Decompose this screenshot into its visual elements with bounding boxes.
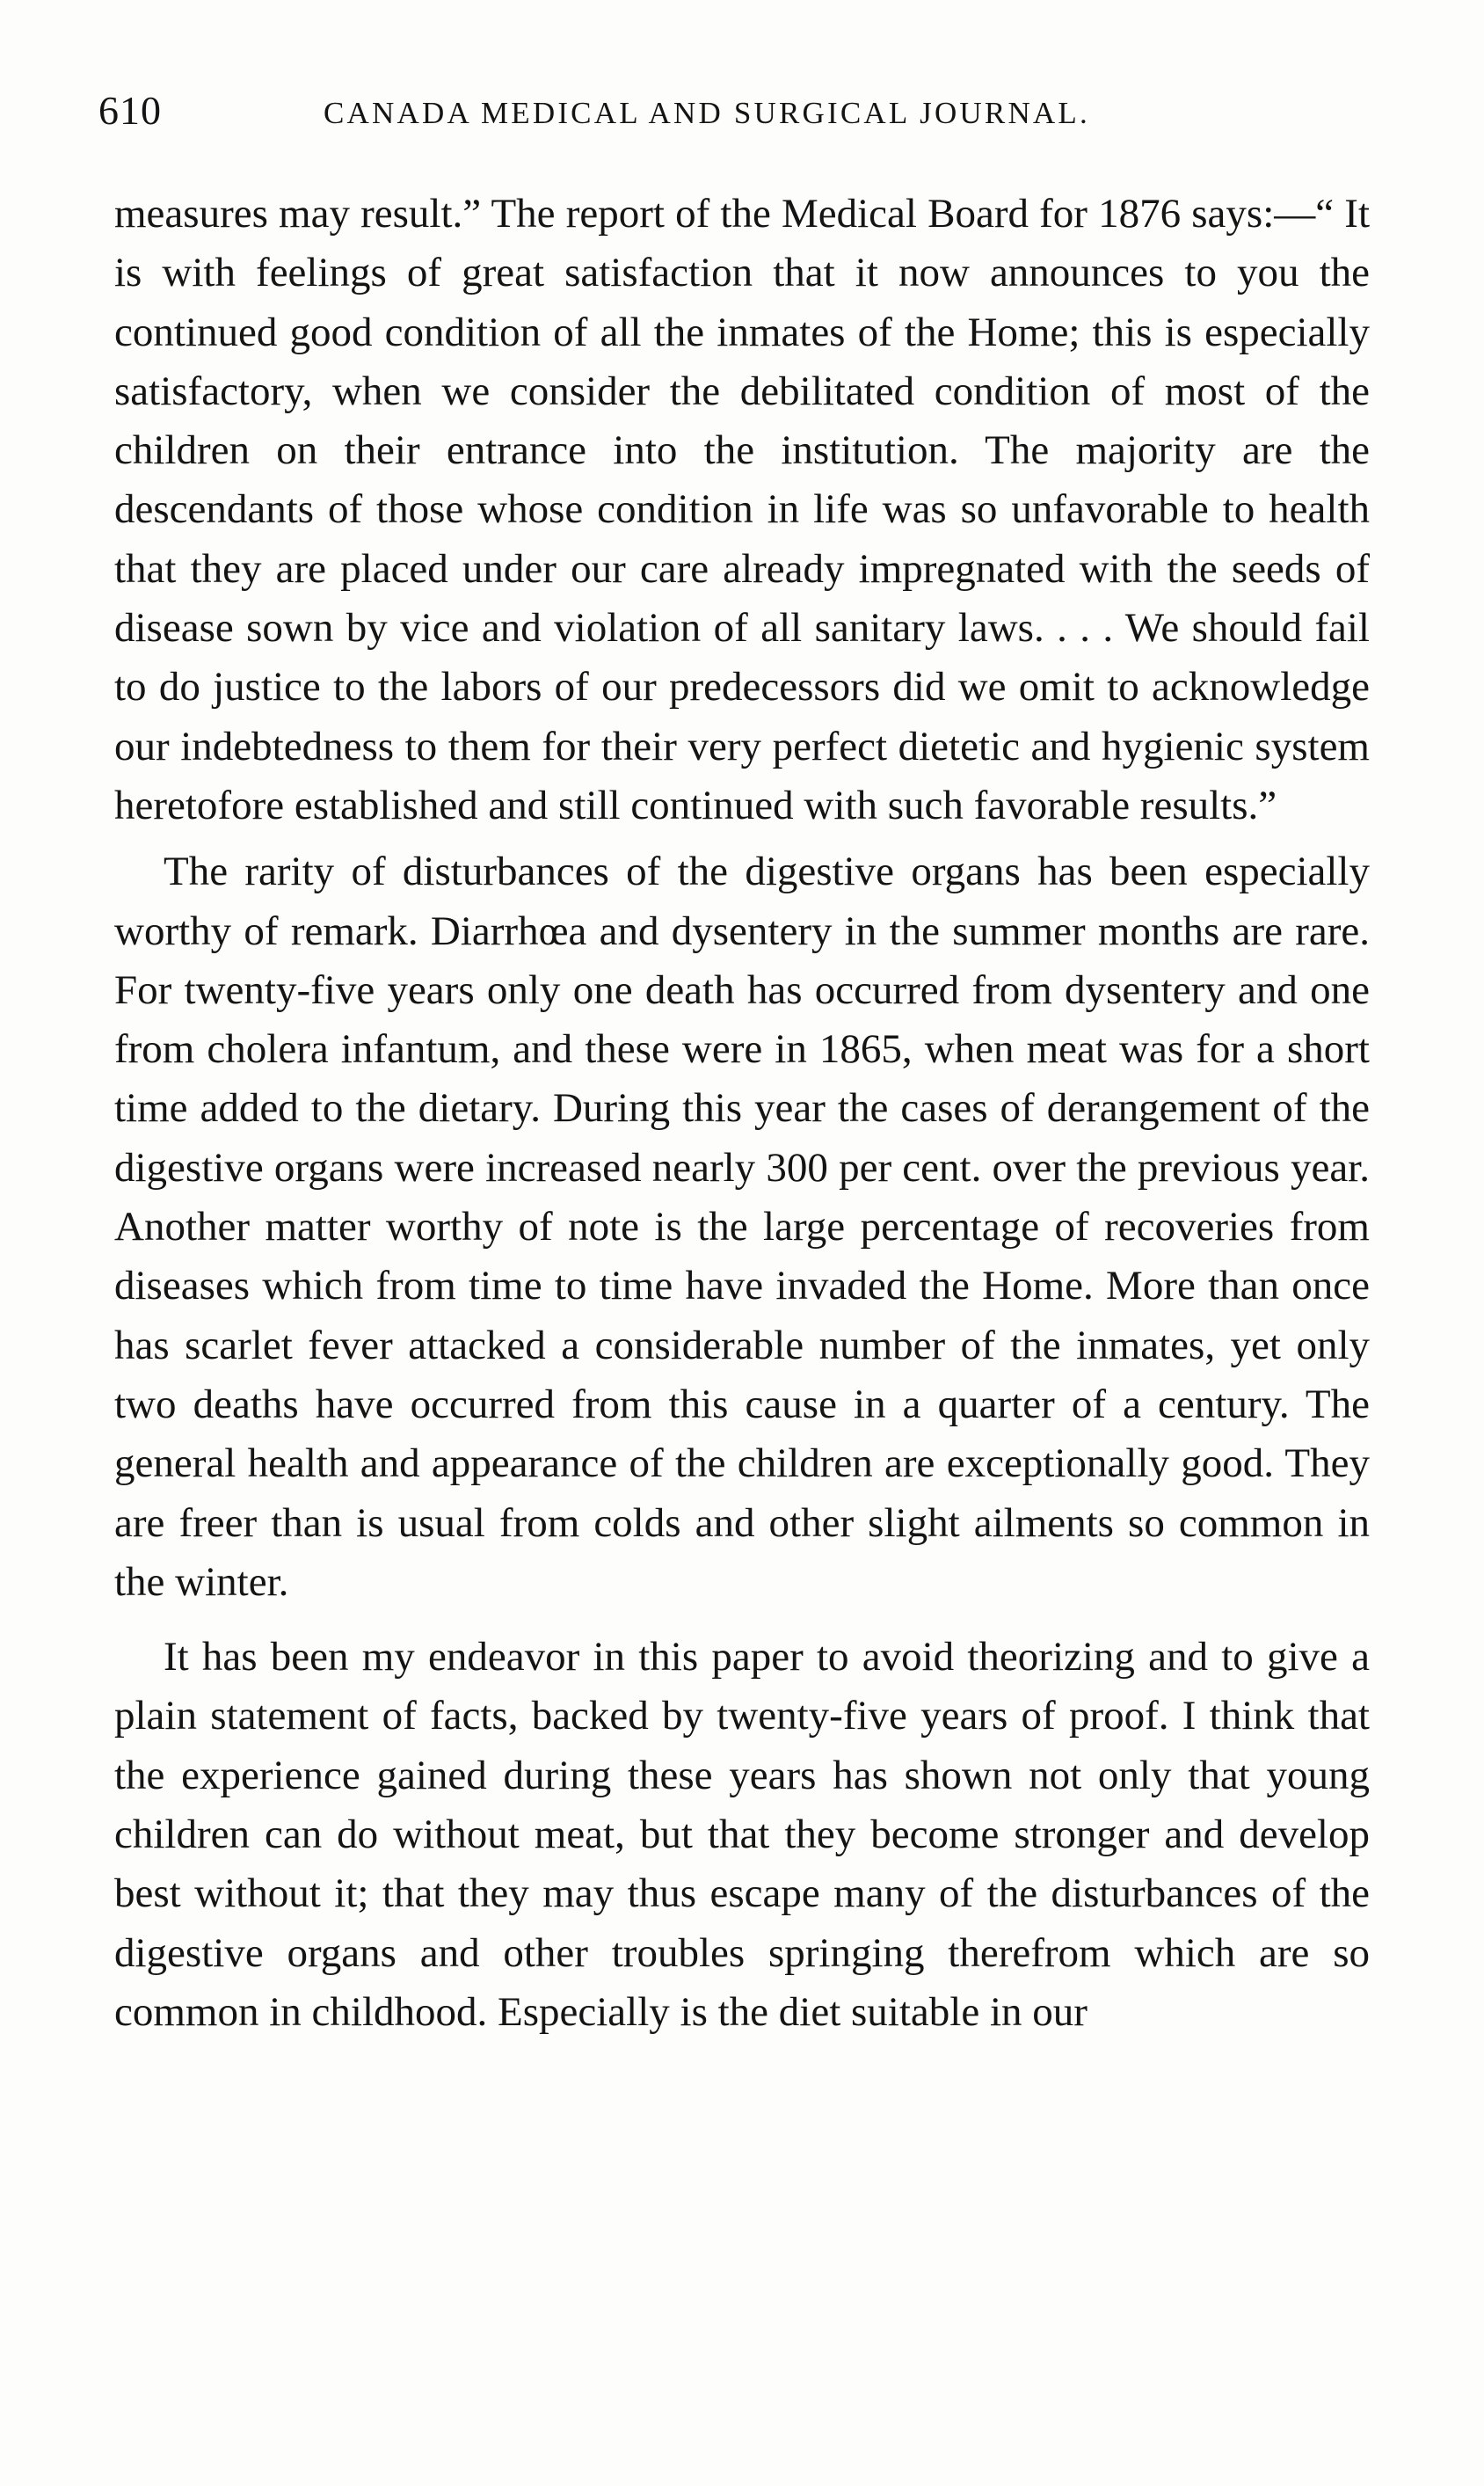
running-head bbox=[98, 84, 1371, 146]
page-number: 610 bbox=[98, 88, 162, 133]
paragraph-conclusion: It has been my endeavor in this paper to avoid theorizing and to give a plain statement of facts, backed by twenty-five years of proof. I think that the experience gained during these years has shown not only that young children can do without meat, but that they become stronger and develop best without it; that they may thus escape many of the disturbances of the digestive organs and other troubles springing therefrom which are so common in childhood. Especially is the diet suitable in our bbox=[114, 1634, 1370, 2035]
paragraph-digestive-disturbances: The rarity of disturbances of the digestive organs has been especially worthy of remark. Diarrhœa and dysentery in the summer months are rare. For twenty-five years only one death has occurred from dysentery and one from cholera infantum, and these were in 1865, when meat was for a short time added to the dietary. During this year the cases of derangement of the digestive organs were increased nearly 300 per cent. over the previous year. Another matter worthy of note is the large percentage of recoveries from diseases which from time to time have invaded the Home. More than once has scarlet fever attacked a considerable number of the inmates, yet only two deaths have occurred from this cause in a quarter of a century. The general health and appearance of the children are exceptionally good. They are freer than is usual from colds and other slight ailments so common in the winter. bbox=[114, 849, 1370, 1605]
article-body bbox=[114, 185, 1370, 2042]
paragraph-continued-quote: measures may result.” The report of the Medical Board for 1876 says:—“ It is with feelings of great satisfaction that it now announces to you the continued good condition of all the inmates of the Home; this is especially satisfactory, when we consider the debilitated condition of most of the children on their entrance into the institution. The majority are the descendants of those whose condition in life was so unfavorable to health that they are placed under our care already impregnated with the seeds of disease sown by vice and violation of all sanitary laws. . . . We should fail to do justice to the labors of our predecessors did we omit to acknowledge our indebtedness to them for their very perfect dietetic and hygienic system heretofore established and still continued with such favorable results.” bbox=[114, 191, 1370, 828]
journal-title: CANADA MEDICAL AND SURGICAL JOURNAL. bbox=[324, 96, 1090, 130]
